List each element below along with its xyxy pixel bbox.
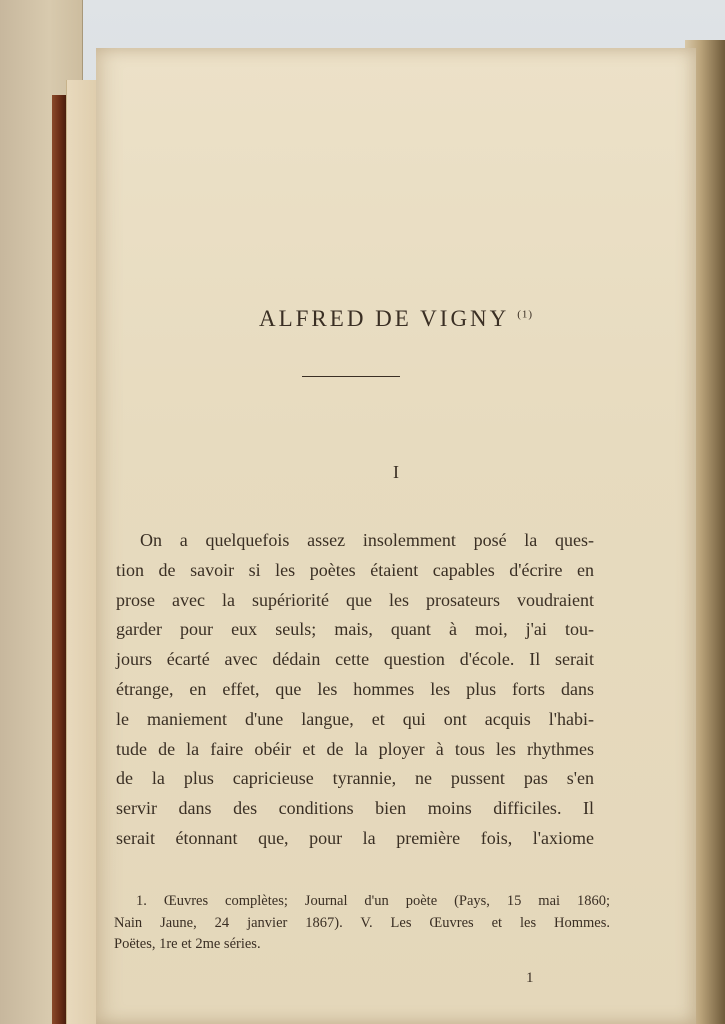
title-rule	[302, 376, 400, 377]
chapter-title	[96, 306, 696, 332]
text-line: prose avec la supériorité que les prosateurs voudraient	[116, 589, 594, 610]
book-page	[96, 48, 696, 1024]
footnote-reference: (1)	[517, 308, 534, 321]
footnote-line: 1. Œuvres complètes; Journal d'un poète (Pays, 15 mai 1860;	[136, 893, 610, 909]
text-line: tude de la faire obéir et de la ployer à tous les rhythmes	[116, 738, 594, 759]
chapter-title-text: ALFRED DE VIGNY	[258, 306, 509, 331]
section-number: I	[393, 462, 399, 482]
page-number: 1	[526, 970, 534, 986]
text-line: de la plus capricieuse tyrannie, ne pussent pas s'en	[116, 768, 594, 789]
text-line: tion de savoir si les poètes étaient capables d'écrire en	[116, 559, 594, 580]
text-line: jours écarté avec dédain cette question d'école. Il serait	[116, 649, 594, 670]
text-line: le maniement d'une langue, et qui ont acquis l'habi-	[116, 708, 594, 729]
book-cover-edge	[52, 95, 66, 1024]
text-line: serait étonnant que, pour la première fois, l'axiome	[116, 827, 594, 848]
body-text	[116, 526, 594, 854]
text-line: servir dans des conditions bien moins difficiles. Il	[116, 798, 594, 819]
text-line: On a quelquefois assez insolemment posé la ques-	[140, 530, 594, 550]
text-line: garder pour eux seuls; mais, quant à moi, j'ai tou-	[116, 619, 594, 640]
footnote	[114, 891, 610, 956]
footnote-line: Poëtes, 1re et 2me séries.	[114, 936, 261, 952]
text-line: étrange, en effet, que les hommes les plus forts dans	[116, 678, 594, 699]
footnote-line: Nain Jaune, 24 janvier 1867). V. Les Œuvres et les Hommes.	[114, 914, 610, 931]
